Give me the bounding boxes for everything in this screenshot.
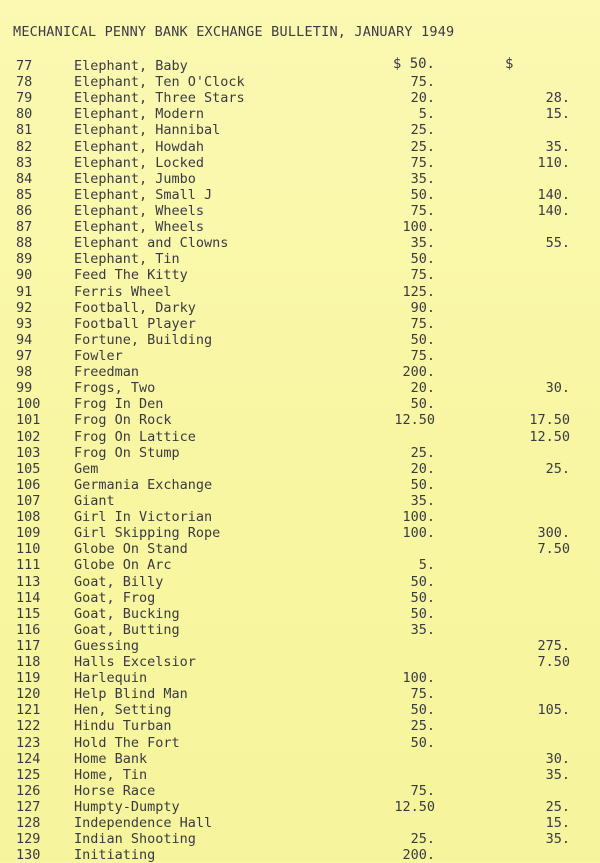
price-2: 30. xyxy=(545,750,570,767)
list-item xyxy=(0,735,600,751)
price-1: 100. xyxy=(402,670,435,687)
item-name: Goat, Bucking xyxy=(74,605,180,622)
list-item xyxy=(0,332,600,348)
item-number: 121 xyxy=(16,702,41,719)
list-item xyxy=(0,557,600,573)
list-item xyxy=(0,718,600,734)
price-2: 105. xyxy=(537,702,570,719)
item-number: 85 xyxy=(16,186,33,203)
list-item xyxy=(0,380,600,396)
list-item xyxy=(0,235,600,251)
price-1: 200. xyxy=(402,364,435,381)
item-name: Goat, Butting xyxy=(74,621,180,638)
list-item xyxy=(0,155,600,171)
list-item xyxy=(0,348,600,364)
list-item xyxy=(0,670,600,686)
price-1: 12.50 xyxy=(394,799,435,816)
price-1: 100. xyxy=(402,219,435,236)
list-item xyxy=(0,251,600,267)
price-2: 35. xyxy=(545,138,570,155)
item-name: Frog In Den xyxy=(74,396,164,413)
list-item xyxy=(0,831,600,847)
item-number: 80 xyxy=(16,106,33,123)
list-item xyxy=(0,267,600,283)
item-name: Hindu Turban xyxy=(74,718,172,735)
item-number: 84 xyxy=(16,170,33,187)
item-number: 86 xyxy=(16,202,33,219)
price-1: 35. xyxy=(410,170,435,187)
list-item xyxy=(0,541,600,557)
item-number: 82 xyxy=(16,138,33,155)
price-1: 20. xyxy=(410,460,435,477)
price-1: 100. xyxy=(402,509,435,526)
item-number: 101 xyxy=(16,412,41,429)
item-number: 77 xyxy=(16,58,33,74)
item-number: 106 xyxy=(16,476,41,493)
item-name: Girl In Victorian xyxy=(74,509,213,526)
price-1: 50. xyxy=(410,605,435,622)
item-number: 88 xyxy=(16,235,33,252)
item-number: 103 xyxy=(16,444,41,461)
list-item xyxy=(0,412,600,428)
item-name: Halls Excelsior xyxy=(74,654,196,671)
list-item xyxy=(0,429,600,445)
price-1: 100. xyxy=(402,525,435,542)
item-name: Independence Hall xyxy=(74,815,213,832)
list-item xyxy=(0,815,600,831)
price-1: 75. xyxy=(410,315,435,332)
list-item xyxy=(0,622,600,638)
item-name: Home, Tin xyxy=(74,766,148,783)
item-name: Elephant, Small J xyxy=(74,186,213,203)
item-name: Home Bank xyxy=(74,750,148,767)
list-item xyxy=(0,203,600,219)
price-1: 75. xyxy=(410,267,435,284)
price-1: 35. xyxy=(410,492,435,509)
price-1: 5. xyxy=(418,106,435,123)
price-1: 25. xyxy=(410,444,435,461)
list-item xyxy=(0,284,600,300)
price-1: 25. xyxy=(410,122,435,139)
item-number: 107 xyxy=(16,492,41,509)
price-1: 50. xyxy=(410,396,435,413)
item-name: Frogs, Two xyxy=(74,380,156,397)
item-number: 89 xyxy=(16,251,33,268)
price-2: 55. xyxy=(545,235,570,252)
price-1: 75. xyxy=(410,74,435,91)
list-item xyxy=(0,525,600,541)
item-name: Elephant, Locked xyxy=(74,154,205,171)
item-number: 116 xyxy=(16,621,41,638)
item-number: 129 xyxy=(16,831,41,848)
list-item xyxy=(0,58,600,74)
item-number: 98 xyxy=(16,364,33,381)
item-name: Ferris Wheel xyxy=(74,283,172,300)
item-name: Elephant, Three Stars xyxy=(74,90,245,107)
price-1: 200. xyxy=(402,847,435,863)
item-number: 100 xyxy=(16,396,41,413)
item-name: Indian Shooting xyxy=(74,831,196,848)
item-name: Frog On Stump xyxy=(74,444,180,461)
price-2: 275. xyxy=(537,637,570,654)
price-1: 75. xyxy=(410,202,435,219)
list-item xyxy=(0,590,600,606)
price-2: 7.50 xyxy=(537,654,570,671)
price-1: 50. xyxy=(410,251,435,268)
price-2: 17.50 xyxy=(529,412,570,429)
list-item xyxy=(0,171,600,187)
price-2: 35. xyxy=(545,766,570,783)
price-1: 35. xyxy=(410,235,435,252)
item-number: 128 xyxy=(16,815,41,832)
price-2: 140. xyxy=(537,186,570,203)
list-item xyxy=(0,316,600,332)
item-name: Fowler xyxy=(74,347,123,364)
item-name: Elephant, Wheels xyxy=(74,202,205,219)
item-name: Horse Race xyxy=(74,782,156,799)
item-number: 127 xyxy=(16,799,41,816)
item-number: 114 xyxy=(16,589,41,606)
price-1: 90. xyxy=(410,299,435,316)
item-name: Elephant, Baby xyxy=(74,58,188,74)
item-name: Goat, Frog xyxy=(74,589,156,606)
price-1: 5. xyxy=(418,557,435,574)
list-item xyxy=(0,702,600,718)
bulletin-title: MECHANICAL PENNY BANK EXCHANGE BULLETIN, JANUARY 1949 xyxy=(13,24,455,40)
item-number: 94 xyxy=(16,331,33,348)
item-name: Goat, Billy xyxy=(74,573,164,590)
price-1: 20. xyxy=(410,380,435,397)
list-item xyxy=(0,509,600,525)
item-name: Guessing xyxy=(74,637,140,654)
item-number: 78 xyxy=(16,74,33,91)
item-name: Germania Exchange xyxy=(74,476,213,493)
item-name: Football Player xyxy=(74,315,196,332)
item-number: 115 xyxy=(16,605,41,622)
item-number: 123 xyxy=(16,734,41,751)
item-number: 122 xyxy=(16,718,41,735)
item-name: Fortune, Building xyxy=(74,331,213,348)
item-name: Globe On Arc xyxy=(74,557,172,574)
item-number: 110 xyxy=(16,541,41,558)
item-number: 92 xyxy=(16,299,33,316)
list-item xyxy=(0,187,600,203)
price-2: 110. xyxy=(537,154,570,171)
price-1: 50. xyxy=(410,476,435,493)
item-number: 120 xyxy=(16,686,41,703)
item-name: Elephant, Ten O'Clock xyxy=(74,74,245,91)
price-1: 75. xyxy=(410,154,435,171)
list-item xyxy=(0,364,600,380)
item-name: Elephant, Jumbo xyxy=(74,170,196,187)
item-number: 99 xyxy=(16,380,33,397)
price-2: 300. xyxy=(537,525,570,542)
price-1: 35. xyxy=(410,621,435,638)
item-number: 90 xyxy=(16,267,33,284)
item-name: Girl Skipping Rope xyxy=(74,525,221,542)
list-item xyxy=(0,461,600,477)
price-2: 28. xyxy=(545,90,570,107)
price-2: 35. xyxy=(545,831,570,848)
item-name: Elephant, Tin xyxy=(74,251,180,268)
list-item xyxy=(0,574,600,590)
price-1: 50. xyxy=(410,734,435,751)
price-1: 50. xyxy=(410,331,435,348)
item-number: 83 xyxy=(16,154,33,171)
list-item xyxy=(0,799,600,815)
price-1: 50. xyxy=(410,573,435,590)
price-2: 30. xyxy=(545,380,570,397)
list-item xyxy=(0,219,600,235)
item-name: Football, Darky xyxy=(74,299,196,316)
item-name: Elephant and Clowns xyxy=(74,235,229,252)
item-name: Elephant, Howdah xyxy=(74,138,205,155)
price-1: 25. xyxy=(410,138,435,155)
item-name: Elephant, Wheels xyxy=(74,219,205,236)
item-number: 126 xyxy=(16,782,41,799)
item-name: Gem xyxy=(74,460,99,477)
list-item xyxy=(0,638,600,654)
list-item xyxy=(0,767,600,783)
item-name: Harlequin xyxy=(74,670,148,687)
price-1: 50. xyxy=(410,186,435,203)
item-number: 117 xyxy=(16,637,41,654)
list-item xyxy=(0,783,600,799)
list-item xyxy=(0,686,600,702)
item-number: 119 xyxy=(16,670,41,687)
list-item xyxy=(0,396,600,412)
item-name: Hold The Fort xyxy=(74,734,180,751)
list-item xyxy=(0,300,600,316)
item-number: 91 xyxy=(16,283,33,300)
price-2: 15. xyxy=(545,815,570,832)
item-name: Help Blind Man xyxy=(74,686,188,703)
item-number: 81 xyxy=(16,122,33,139)
list-item xyxy=(0,606,600,622)
price-1: 12.50 xyxy=(394,412,435,429)
item-name: Initiating xyxy=(74,847,156,863)
item-number: 124 xyxy=(16,750,41,767)
item-number: 109 xyxy=(16,525,41,542)
item-number: 108 xyxy=(16,509,41,526)
item-name: Hen, Setting xyxy=(74,702,172,719)
price-1: 20. xyxy=(410,90,435,107)
price-column-2-header: $ xyxy=(505,56,514,72)
price-1: 75. xyxy=(410,686,435,703)
price-1: 75. xyxy=(410,347,435,364)
item-number: 118 xyxy=(16,654,41,671)
list-item xyxy=(0,122,600,138)
price-2: 25. xyxy=(545,799,570,816)
item-number: 93 xyxy=(16,315,33,332)
item-name: Freedman xyxy=(74,364,140,381)
price-1: 25. xyxy=(410,831,435,848)
price-2: 25. xyxy=(545,460,570,477)
list-item xyxy=(0,751,600,767)
price-list xyxy=(0,58,600,863)
item-name: Globe On Stand xyxy=(74,541,188,558)
price-column-1-header: $ 50. xyxy=(392,56,435,72)
price-2: 7.50 xyxy=(537,541,570,558)
item-number: 113 xyxy=(16,573,41,590)
item-name: Frog On Rock xyxy=(74,412,172,429)
price-2: 12.50 xyxy=(529,428,570,445)
item-number: 111 xyxy=(16,557,41,574)
list-item xyxy=(0,493,600,509)
item-name: Humpty-Dumpty xyxy=(74,799,180,816)
item-name: Elephant, Hannibal xyxy=(74,122,221,139)
list-item xyxy=(0,90,600,106)
item-name: Elephant, Modern xyxy=(74,106,205,123)
list-item xyxy=(0,445,600,461)
item-number: 97 xyxy=(16,347,33,364)
item-name: Giant xyxy=(74,492,115,509)
price-2: 140. xyxy=(537,202,570,219)
list-item xyxy=(0,106,600,122)
list-item xyxy=(0,654,600,670)
price-1: 50. xyxy=(410,702,435,719)
price-1: 25. xyxy=(410,718,435,735)
item-number: 87 xyxy=(16,219,33,236)
list-item xyxy=(0,74,600,90)
item-number: 105 xyxy=(16,460,41,477)
item-number: 125 xyxy=(16,766,41,783)
item-number: 79 xyxy=(16,90,33,107)
list-item xyxy=(0,139,600,155)
item-number: 102 xyxy=(16,428,41,445)
price-1: 50. xyxy=(410,589,435,606)
price-1: 125. xyxy=(402,283,435,300)
item-name: Feed The Kitty xyxy=(74,267,188,284)
price-2: 15. xyxy=(545,106,570,123)
item-name: Frog On Lattice xyxy=(74,428,196,445)
list-item xyxy=(0,477,600,493)
item-number: 130 xyxy=(16,847,41,863)
price-1: 75. xyxy=(410,782,435,799)
